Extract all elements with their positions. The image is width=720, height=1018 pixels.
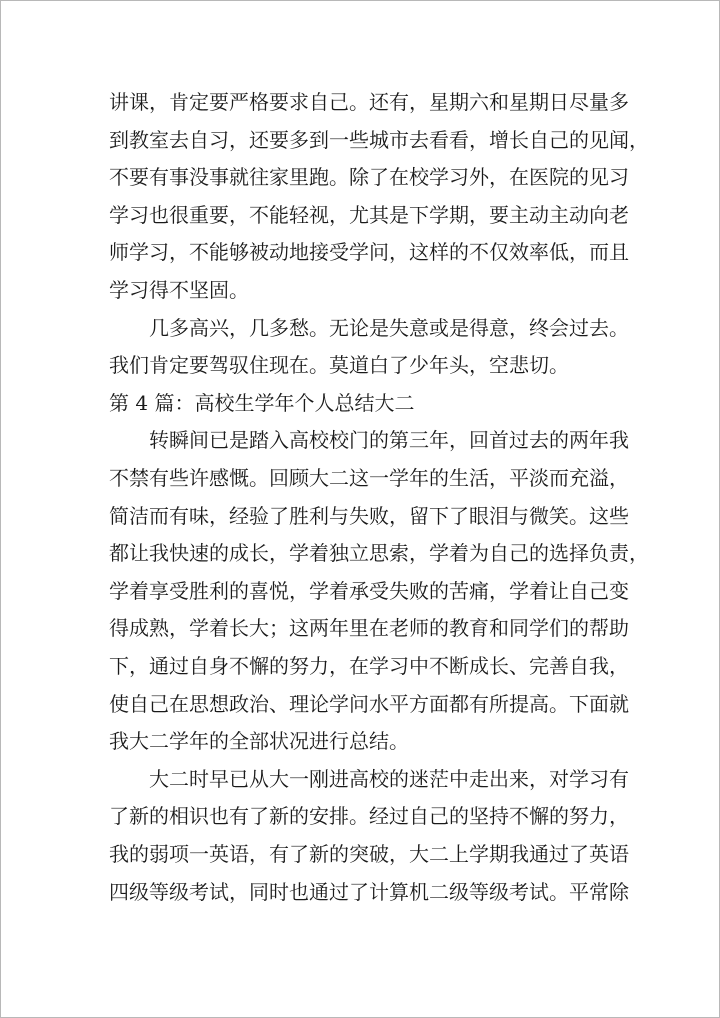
paragraph-1-line-3: 不要有事没事就往家里跑。除了在校学习外，在医院的见习 [109,165,629,189]
paragraph-4-line-1: 大二时早已从大一刚进高校的迷茫中走出来，对学习有 [149,767,629,791]
paragraph-3-line-7: 下，通过自身不懈的努力，在学习中不断成长、完善自我， [109,654,629,678]
paragraph-3-line-8: 使自己在思想政治、理论学问水平方面都有所提高。下面就 [109,692,629,716]
section-heading: 第 4 篇：高校生学年个人总结大二 [109,391,415,415]
paragraph-2-line-2: 我们肯定要驾驭住现在。莫道白了少年头，空悲切。 [109,353,569,377]
paragraph-4-line-4: 四级等级考试，同时也通过了计算机二级等级考试。平常除 [109,880,629,904]
paragraph-1-line-2: 到教室去自习，还要多到一些城市去看看，增长自己的见闻， [109,128,649,152]
paragraph-3-line-2: 不禁有些许感慨。回顾大二这一学年的生活，平淡而充溢， [109,466,629,490]
paragraph-3-line-6: 得成熟，学着长大；这两年里在老师的教育和同学们的帮助 [109,616,629,640]
paragraph-1-line-6: 学习得不坚固。 [109,278,249,302]
paragraph-3-line-3: 简洁而有味，经验了胜利与失败，留下了眼泪与微笑。这些 [109,504,629,528]
paragraph-3-line-1: 转瞬间已是踏入高校校门的第三年，回首过去的两年我 [149,428,629,452]
paragraph-3-line-9: 我大二学年的全部状况进行总结。 [109,729,409,753]
paragraph-4-line-2: 了新的相识也有了新的安排。经过自己的坚持不懈的努力， [109,804,629,828]
paragraph-1-line-5: 师学习，不能够被动地接受学问，这样的不仅效率低，而且 [109,240,629,264]
paragraph-3-line-5: 学着享受胜利的喜悦，学着承受失败的苦痛，学着让自己变 [109,579,629,603]
paragraph-1-line-4: 学习也很重要，不能轻视，尤其是下学期，要主动主动向老 [109,203,629,227]
paragraph-1-line-1: 讲课，肯定要严格要求自己。还有，星期六和星期日尽量多 [109,90,629,114]
paragraph-3-line-4: 都让我快速的成长，学着独立思索，学着为自己的选择负责， [109,541,649,565]
paragraph-4-line-3: 我的弱项一英语，有了新的突破，大二上学期我通过了英语 [109,842,629,866]
paragraph-2-line-1: 几多高兴，几多愁。无论是失意或是得意，终会过去。 [149,316,629,340]
